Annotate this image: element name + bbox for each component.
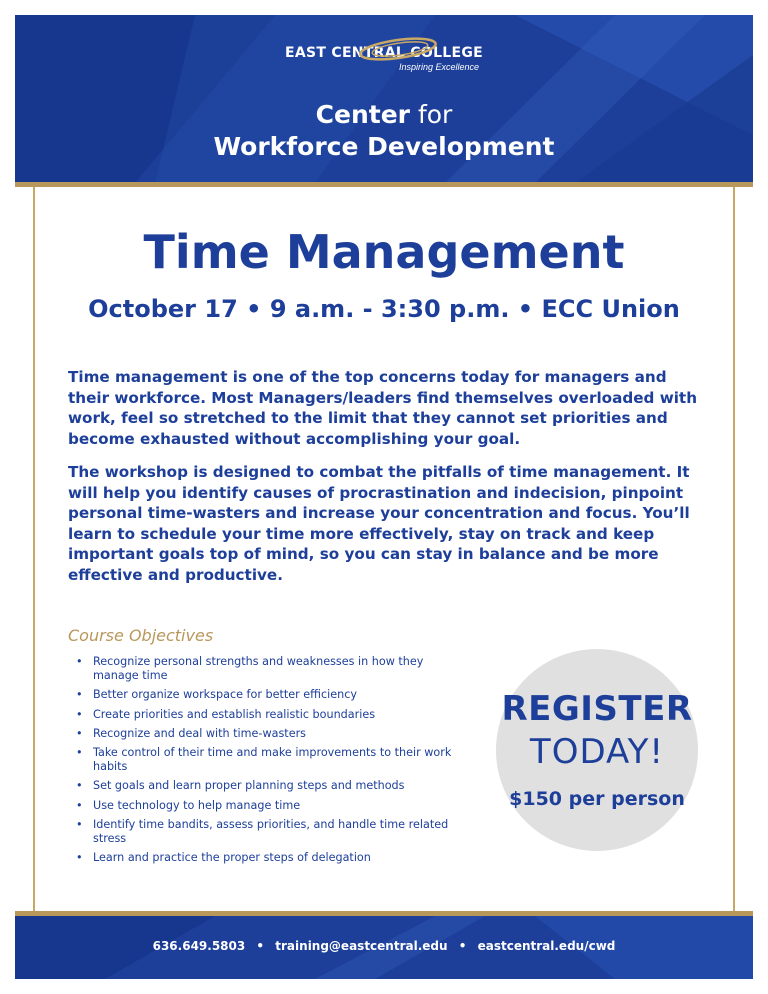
objectives-list bbox=[76, 655, 456, 871]
contact-separator: • bbox=[458, 939, 467, 953]
college-name: EAST CENTRAL COLLEGE bbox=[284, 45, 484, 61]
phone-number: 636.649.5803 bbox=[152, 939, 246, 953]
email-link[interactable]: training@eastcentral.edu bbox=[275, 939, 448, 953]
department-title-light: for bbox=[417, 100, 453, 129]
objective-item: • Better organize workspace for better efficiency bbox=[76, 688, 456, 702]
event-title: Time Management bbox=[143, 225, 625, 279]
objective-item: • Create priorities and establish realistic boundaries bbox=[76, 708, 456, 722]
register-subheading: TODAY! bbox=[529, 732, 665, 772]
objective-item: • Set goals and learn proper planning steps and methods bbox=[76, 779, 456, 793]
contact-line bbox=[15, 939, 753, 953]
website-link[interactable]: eastcentral.edu/cwd bbox=[477, 939, 616, 953]
objective-item: • Learn and practice the proper steps of delegation bbox=[76, 851, 456, 865]
objective-item: • Identify time bandits, assess priorities, and handle time related stress bbox=[76, 818, 456, 846]
objectives-heading: Course Objectives bbox=[68, 626, 214, 645]
event-details: October 17 • 9 a.m. - 3:30 p.m. • ECC Union bbox=[88, 295, 680, 323]
college-tagline: Inspiring Excellence bbox=[398, 62, 480, 72]
footer-banner bbox=[15, 916, 753, 979]
objective-item: • Use technology to help manage time bbox=[76, 799, 456, 813]
objective-item: • Recognize personal strengths and weaknesses in how they manage time bbox=[76, 655, 456, 683]
department-title-bold: Center bbox=[315, 100, 410, 129]
college-logo bbox=[15, 45, 753, 72]
intro-paragraph: Time management is one of the top concerns today for managers and their workforce. Most Managers/leaders find themselves overloaded with work, feel so stretched to the limit that they cannot set priorities and become exhausted without accomplishing your goal. bbox=[68, 368, 698, 448]
workshop-paragraph: The workshop is designed to combat the pitfalls of time management. It will help you identify causes of procrastination and indecision, pinpoint personal time-wasters and increase your concentration and focus. You’ll learn to schedule your time more effectively, stay on track and keep important goals top of mind, so you can stay in balance and be more effective and productive. bbox=[68, 463, 690, 584]
department-title bbox=[15, 99, 753, 163]
header-gold-divider bbox=[15, 182, 753, 187]
objective-item: • Recognize and deal with time-wasters bbox=[76, 727, 456, 741]
price-label: $150 per person bbox=[509, 788, 685, 810]
objective-item: • Take control of their time and make improvements to their work habits bbox=[76, 746, 456, 774]
header-banner bbox=[15, 15, 753, 183]
department-title-line2: Workforce Development bbox=[213, 132, 555, 161]
register-heading: REGISTER bbox=[501, 689, 693, 729]
logo-swoosh-icon bbox=[353, 32, 443, 62]
contact-separator: • bbox=[256, 939, 265, 953]
